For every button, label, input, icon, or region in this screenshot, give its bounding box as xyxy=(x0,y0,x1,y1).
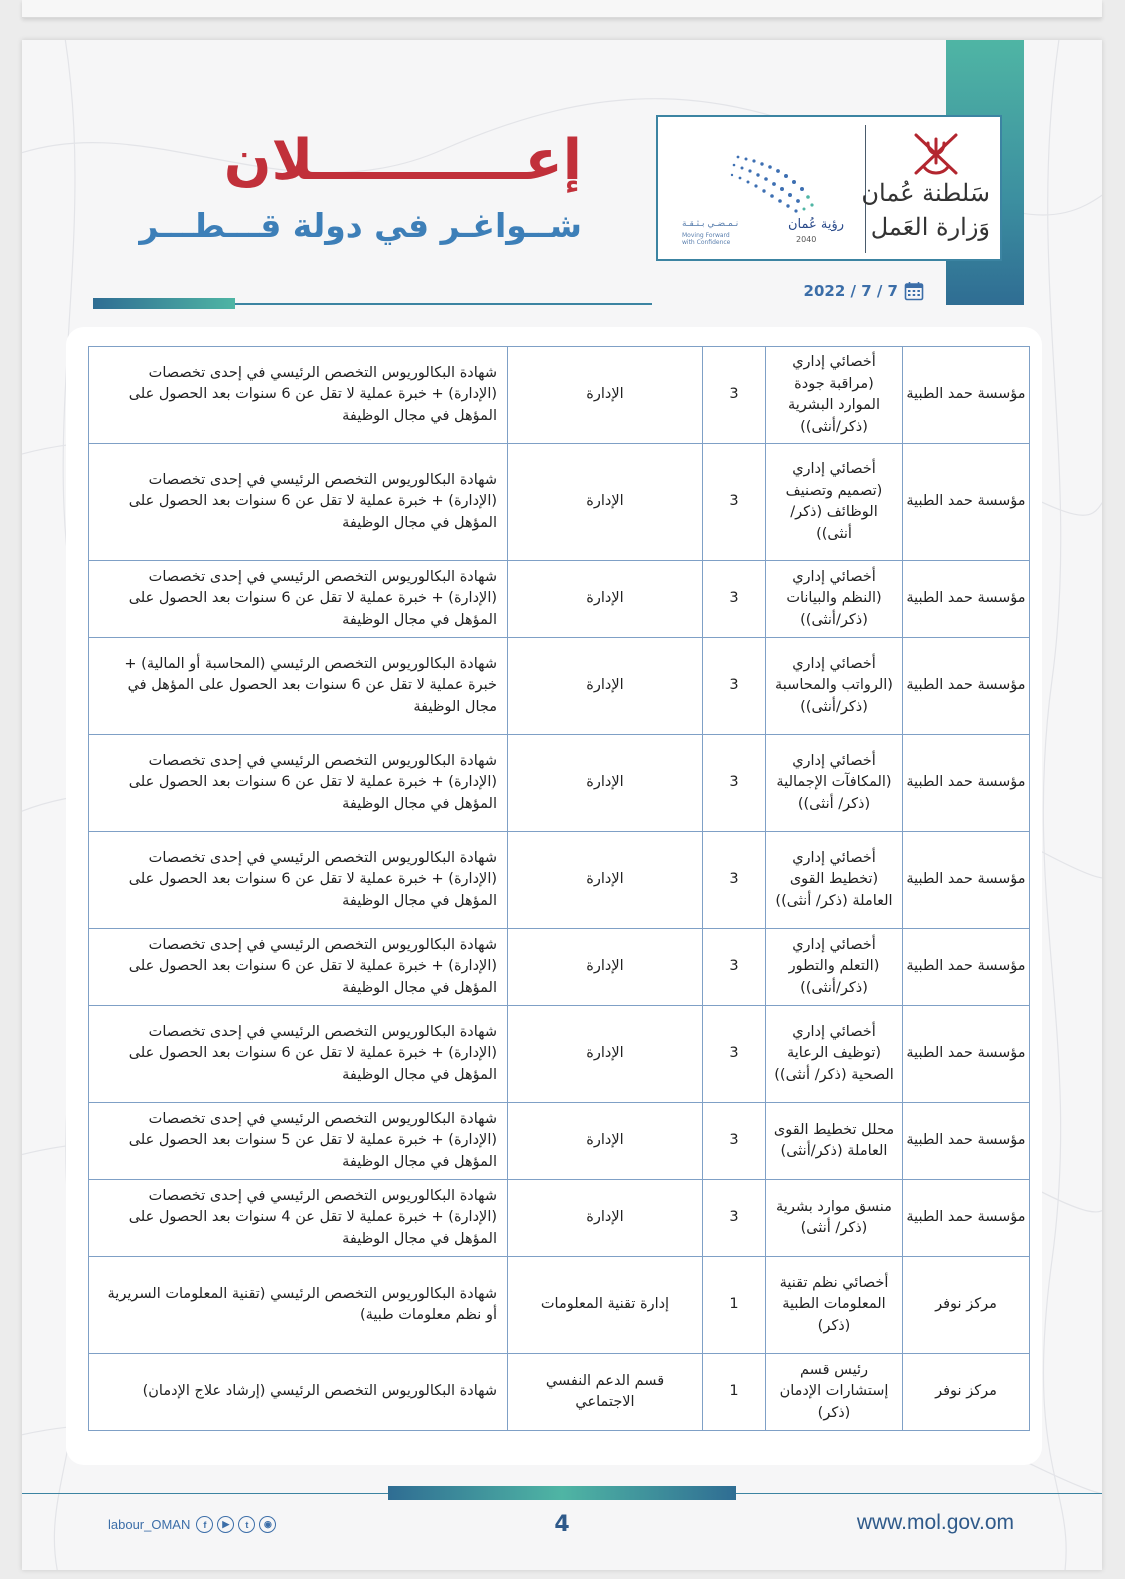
org-cell: مؤسسة حمد الطبية xyxy=(903,929,1030,1006)
department-cell: الإدارة xyxy=(508,1180,703,1257)
qualification-cell: شهادة البكالوريوس التخصص الرئيسي (إرشاد علاج الإدمان) xyxy=(89,1354,508,1431)
job-title-cell: أخصائي إداري (النظم والبيانات (ذكر/أنثى)) xyxy=(766,561,903,638)
department-cell: الإدارة xyxy=(508,347,703,444)
job-title-cell: منسق موارد بشرية (ذكر/ أنثى) xyxy=(766,1180,903,1257)
vacancy-count-cell: 3 xyxy=(703,561,766,638)
vacancy-count-cell: 3 xyxy=(703,638,766,735)
qualification-cell: شهادة البكالوريوس التخصص الرئيسي في إحدى تخصصات (الإدارة) + خبرة عملية لا تقل عن 6 سنوات بعد الحصول على المؤهل في مجال الوظيفة xyxy=(89,929,508,1006)
oman-emblem-icon xyxy=(906,129,966,179)
qualification-cell: شهادة البكالوريوس التخصص الرئيسي في إحدى تخصصات (الإدارة) + خبرة عملية لا تقل عن 5 سنوات بعد الحصول على المؤهل في مجال الوظيفة xyxy=(89,1103,508,1180)
announcement-date: 2022 / 7 / 7 xyxy=(803,282,898,300)
table-row xyxy=(89,929,1030,1006)
facebook-icon[interactable]: f xyxy=(196,1516,213,1533)
table-row xyxy=(89,1257,1030,1354)
social-handles xyxy=(108,1516,276,1533)
org-cell: مؤسسة حمد الطبية xyxy=(903,561,1030,638)
vision-2040-logo-icon xyxy=(718,147,838,227)
qualification-cell: شهادة البكالوريوس التخصص الرئيسي في إحدى تخصصات (الإدارة) + خبرة عملية لا تقل عن 6 سنوات بعد الحصول على المؤهل في مجال الوظيفة xyxy=(89,444,508,561)
vacancy-count-cell: 3 xyxy=(703,1180,766,1257)
qualification-cell: شهادة البكالوريوس التخصص الرئيسي (المحاسبة أو المالية) + خبرة عملية لا تقل عن 6 سنوات بعد الحصول على المؤهل في مجال الوظيفة xyxy=(89,638,508,735)
slogan-english: Moving Forward with Confidence xyxy=(682,232,731,246)
logo-panel xyxy=(656,115,1002,261)
vision-text: رؤية عُمان xyxy=(788,217,845,232)
job-title-cell: أخصائي إداري (المكافآت الإجمالية (ذكر/ أنثى)) xyxy=(766,735,903,832)
qualification-cell: شهادة البكالوريوس التخصص الرئيسي في إحدى تخصصات (الإدارة) + خبرة عملية لا تقل عن 4 سنوات بعد الحصول على المؤهل في مجال الوظيفة xyxy=(89,1180,508,1257)
job-title-cell: أخصائي إداري (الرواتب والمحاسبة (ذكر/أنثى)) xyxy=(766,638,903,735)
youtube-icon[interactable]: ▶ xyxy=(217,1516,234,1533)
job-title-cell: أخصائي إداري (تصميم وتصنيف الوظائف (ذكر/ أنثى)) xyxy=(766,444,903,561)
announcement-subtitle: شــواغـر في دولة قـــطـــر xyxy=(139,206,582,245)
table-row xyxy=(89,1103,1030,1180)
table-row xyxy=(89,735,1030,832)
department-cell: الإدارة xyxy=(508,735,703,832)
date-row xyxy=(782,278,924,304)
table-row xyxy=(89,444,1030,561)
qualification-cell: شهادة البكالوريوس التخصص الرئيسي في إحدى تخصصات (الإدارة) + خبرة عملية لا تقل عن 6 سنوات بعد الحصول على المؤهل في مجال الوظيفة xyxy=(89,347,508,444)
title-underline-accent xyxy=(93,298,235,309)
job-title-cell: أخصائي إداري (تخطيط القوى العاملة (ذكر/ أنثى)) xyxy=(766,832,903,929)
vacancy-count-cell: 3 xyxy=(703,929,766,1006)
table-row xyxy=(89,347,1030,444)
qualification-cell: شهادة البكالوريوس التخصص الرئيسي في إحدى تخصصات (الإدارة) + خبرة عملية لا تقل عن 6 سنوات بعد الحصول على المؤهل في مجال الوظيفة xyxy=(89,735,508,832)
org-cell: مؤسسة حمد الطبية xyxy=(903,1103,1030,1180)
vacancy-count-cell: 3 xyxy=(703,832,766,929)
vacancy-count-cell: 3 xyxy=(703,347,766,444)
title-underline xyxy=(235,303,652,305)
org-cell: مركز نوفر xyxy=(903,1257,1030,1354)
ministry-name-line1: سَلطنة عُمان xyxy=(861,179,990,207)
qualification-cell: شهادة البكالوريوس التخصص الرئيسي في إحدى تخصصات (الإدارة) + خبرة عملية لا تقل عن 6 سنوات بعد الحصول على المؤهل في مجال الوظيفة xyxy=(89,1006,508,1103)
table-row xyxy=(89,1354,1030,1431)
department-cell: الإدارة xyxy=(508,444,703,561)
social-handle[interactable]: labour_OMAN xyxy=(108,1517,191,1532)
org-cell: مؤسسة حمد الطبية xyxy=(903,1006,1030,1103)
department-cell: الإدارة xyxy=(508,1103,703,1180)
table-row xyxy=(89,1006,1030,1103)
org-cell: مؤسسة حمد الطبية xyxy=(903,638,1030,735)
org-cell: مؤسسة حمد الطبية xyxy=(903,735,1030,832)
document-page xyxy=(22,40,1102,1570)
announcement-title: إعـــــــــــلان xyxy=(223,128,582,193)
department-cell: قسم الدعم النفسي الاجتماعي xyxy=(508,1354,703,1431)
department-cell: الإدارة xyxy=(508,832,703,929)
vision-year: 2040 xyxy=(796,235,817,244)
vacancy-count-cell: 1 xyxy=(703,1257,766,1354)
org-cell: مركز نوفر xyxy=(903,1354,1030,1431)
website-link[interactable]: www.mol.gov.om xyxy=(856,1511,1014,1534)
job-title-cell: أخصائي إداري (توظيف الرعاية الصحية (ذكر/ أنثى)) xyxy=(766,1006,903,1103)
vacancy-count-cell: 3 xyxy=(703,1006,766,1103)
vacancy-count-cell: 3 xyxy=(703,444,766,561)
table-row xyxy=(89,832,1030,929)
calendar-icon xyxy=(904,281,924,301)
job-title-cell: أخصائي إداري (التعلم والتطور (ذكر/أنثى)) xyxy=(766,929,903,1006)
org-cell: مؤسسة حمد الطبية xyxy=(903,1180,1030,1257)
department-cell: الإدارة xyxy=(508,929,703,1006)
page-number: 4 xyxy=(554,1512,570,1537)
job-title-cell: محلل تخطيط القوى العاملة (ذكر/أنثى) xyxy=(766,1103,903,1180)
previous-page-edge xyxy=(22,0,1102,18)
job-title-cell: رئيس قسم إستشارات الإدمان (ذكر) xyxy=(766,1354,903,1431)
qualification-cell: شهادة البكالوريوس التخصص الرئيسي في إحدى تخصصات (الإدارة) + خبرة عملية لا تقل عن 6 سنوات بعد الحصول على المؤهل في مجال الوظيفة xyxy=(89,832,508,929)
instagram-icon[interactable]: ◉ xyxy=(259,1516,276,1533)
vacancy-count-cell: 1 xyxy=(703,1354,766,1431)
qualification-cell: شهادة البكالوريوس التخصص الرئيسي في إحدى تخصصات (الإدارة) + خبرة عملية لا تقل عن 6 سنوات بعد الحصول على المؤهل في مجال الوظيفة xyxy=(89,561,508,638)
department-cell: إدارة تقنية المعلومات xyxy=(508,1257,703,1354)
vacancies-card xyxy=(66,327,1042,1465)
twitter-icon[interactable]: t xyxy=(238,1516,255,1533)
vacancy-count-cell: 3 xyxy=(703,735,766,832)
vacancy-count-cell: 3 xyxy=(703,1103,766,1180)
org-cell: مؤسسة حمد الطبية xyxy=(903,832,1030,929)
table-row xyxy=(89,561,1030,638)
vacancies-table xyxy=(88,346,1030,1431)
table-row xyxy=(89,1180,1030,1257)
ministry-name-line2: وَزارة العَمل xyxy=(870,213,990,241)
job-title-cell: أخصائي إداري (مراقبة جودة الموارد البشرية (ذكر/أنثى)) xyxy=(766,347,903,444)
job-title-cell: أخصائي نظم تقنية المعلومات الطبية (ذكر) xyxy=(766,1257,903,1354)
footer-accent-bar xyxy=(388,1486,736,1500)
qualification-cell: شهادة البكالوريوس التخصص الرئيسي (تقنية المعلومات السريرية أو نظم معلومات طبية) xyxy=(89,1257,508,1354)
table-row xyxy=(89,638,1030,735)
org-cell: مؤسسة حمد الطبية xyxy=(903,444,1030,561)
department-cell: الإدارة xyxy=(508,638,703,735)
slogan-arabic: نـمـضـي بـثـقـة xyxy=(682,219,739,229)
org-cell: مؤسسة حمد الطبية xyxy=(903,347,1030,444)
department-cell: الإدارة xyxy=(508,1006,703,1103)
department-cell: الإدارة xyxy=(508,561,703,638)
